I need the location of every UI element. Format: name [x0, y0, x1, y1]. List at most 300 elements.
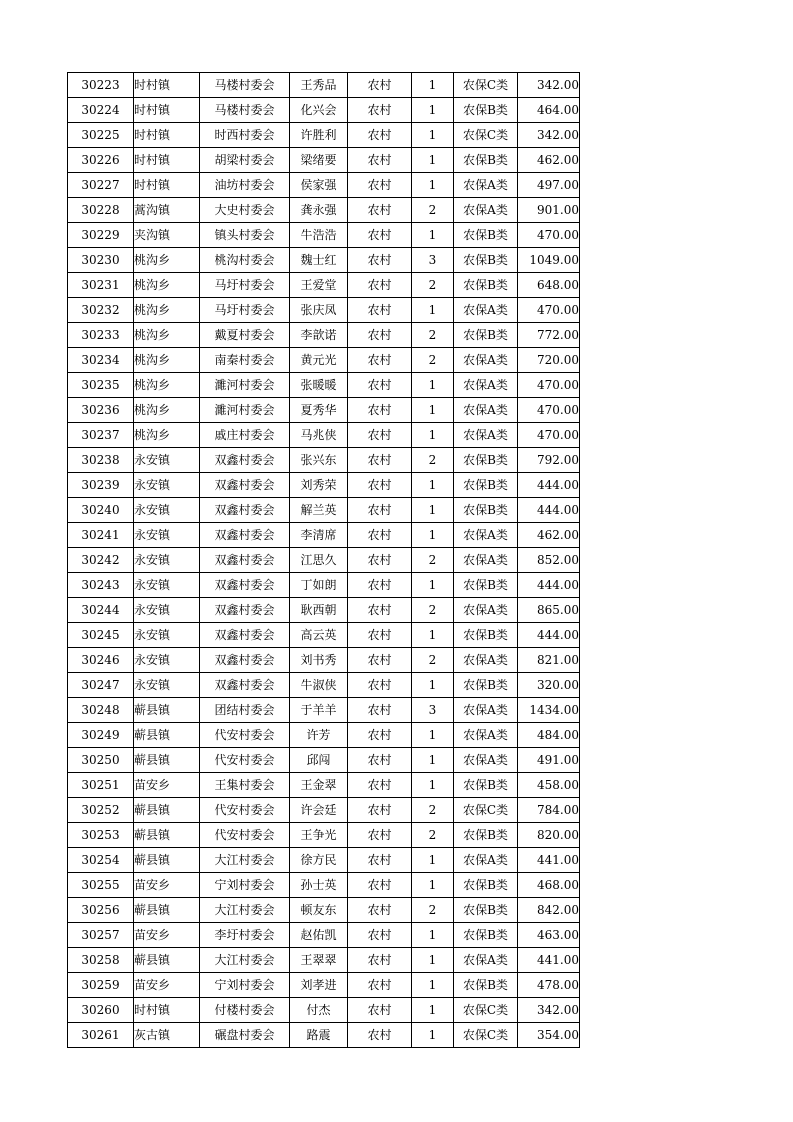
- person-name-cell: 张暖暖: [290, 373, 348, 398]
- village-committee-cell: 双鑫村委会: [200, 473, 290, 498]
- record-id-cell: 30235: [68, 373, 134, 398]
- table-row: [68, 573, 580, 598]
- township-cell: 蕲县镇: [134, 848, 200, 873]
- person-name-cell: 牛浩浩: [290, 223, 348, 248]
- area-type-cell: 农村: [348, 998, 412, 1023]
- township-cell: 时村镇: [134, 98, 200, 123]
- township-cell: 桃沟乡: [134, 398, 200, 423]
- person-name-cell: 王金翠: [290, 773, 348, 798]
- record-id-cell: 30231: [68, 273, 134, 298]
- insurance-category-cell: 农保C类: [454, 123, 518, 148]
- table-row: [68, 423, 580, 448]
- township-cell: 蕲县镇: [134, 898, 200, 923]
- amount-cell: 342.00: [518, 123, 580, 148]
- village-committee-cell: 双鑫村委会: [200, 573, 290, 598]
- table-row: [68, 148, 580, 173]
- area-type-cell: 农村: [348, 698, 412, 723]
- village-committee-cell: 油坊村委会: [200, 173, 290, 198]
- area-type-cell: 农村: [348, 673, 412, 698]
- insurance-category-cell: 农保A类: [454, 298, 518, 323]
- amount-cell: 784.00: [518, 798, 580, 823]
- area-type-cell: 农村: [348, 298, 412, 323]
- area-type-cell: 农村: [348, 323, 412, 348]
- area-type-cell: 农村: [348, 523, 412, 548]
- township-cell: 蕲县镇: [134, 823, 200, 848]
- household-count-cell: 1: [412, 773, 454, 798]
- household-count-cell: 1: [412, 498, 454, 523]
- township-cell: 时村镇: [134, 173, 200, 198]
- amount-cell: 852.00: [518, 548, 580, 573]
- table-row: [68, 98, 580, 123]
- household-count-cell: 2: [412, 823, 454, 848]
- person-name-cell: 赵佑凯: [290, 923, 348, 948]
- area-type-cell: 农村: [348, 398, 412, 423]
- table-row: [68, 498, 580, 523]
- record-id-cell: 30254: [68, 848, 134, 873]
- table-row: [68, 473, 580, 498]
- table-row: [68, 598, 580, 623]
- insurance-category-cell: 农保B类: [454, 498, 518, 523]
- record-id-cell: 30225: [68, 123, 134, 148]
- amount-cell: 1049.00: [518, 248, 580, 273]
- insurance-category-cell: 农保B类: [454, 873, 518, 898]
- table-row: [68, 398, 580, 423]
- table-row: [68, 123, 580, 148]
- person-name-cell: 梁绪要: [290, 148, 348, 173]
- village-committee-cell: 大江村委会: [200, 848, 290, 873]
- table-row: [68, 698, 580, 723]
- area-type-cell: 农村: [348, 198, 412, 223]
- person-name-cell: 王翠翠: [290, 948, 348, 973]
- person-name-cell: 张兴东: [290, 448, 348, 473]
- insurance-category-cell: 农保B类: [454, 148, 518, 173]
- table-row: [68, 448, 580, 473]
- insurance-category-cell: 农保C类: [454, 798, 518, 823]
- area-type-cell: 农村: [348, 173, 412, 198]
- insurance-category-cell: 农保B类: [454, 973, 518, 998]
- table-row: [68, 923, 580, 948]
- amount-cell: 441.00: [518, 948, 580, 973]
- record-id-cell: 30249: [68, 723, 134, 748]
- person-name-cell: 徐方民: [290, 848, 348, 873]
- record-id-cell: 30259: [68, 973, 134, 998]
- township-cell: 永安镇: [134, 648, 200, 673]
- table-row: [68, 898, 580, 923]
- village-committee-cell: 代安村委会: [200, 823, 290, 848]
- record-id-cell: 30230: [68, 248, 134, 273]
- village-committee-cell: 双鑫村委会: [200, 673, 290, 698]
- township-cell: 永安镇: [134, 598, 200, 623]
- amount-cell: 468.00: [518, 873, 580, 898]
- person-name-cell: 黄元光: [290, 348, 348, 373]
- record-id-cell: 30260: [68, 998, 134, 1023]
- record-id-cell: 30234: [68, 348, 134, 373]
- household-count-cell: 1: [412, 373, 454, 398]
- insurance-category-cell: 农保A类: [454, 348, 518, 373]
- records-table-body: [68, 73, 580, 1048]
- record-id-cell: 30227: [68, 173, 134, 198]
- record-id-cell: 30258: [68, 948, 134, 973]
- insurance-category-cell: 农保B类: [454, 273, 518, 298]
- records-table: [67, 72, 580, 1048]
- table-row: [68, 623, 580, 648]
- village-committee-cell: 双鑫村委会: [200, 523, 290, 548]
- area-type-cell: 农村: [348, 1023, 412, 1048]
- village-committee-cell: 双鑫村委会: [200, 648, 290, 673]
- household-count-cell: 1: [412, 123, 454, 148]
- record-id-cell: 30238: [68, 448, 134, 473]
- record-id-cell: 30240: [68, 498, 134, 523]
- amount-cell: 772.00: [518, 323, 580, 348]
- insurance-category-cell: 农保A类: [454, 848, 518, 873]
- village-committee-cell: 双鑫村委会: [200, 448, 290, 473]
- township-cell: 永安镇: [134, 448, 200, 473]
- village-committee-cell: 戚庄村委会: [200, 423, 290, 448]
- person-name-cell: 李清席: [290, 523, 348, 548]
- household-count-cell: 1: [412, 948, 454, 973]
- household-count-cell: 1: [412, 173, 454, 198]
- household-count-cell: 1: [412, 298, 454, 323]
- household-count-cell: 1: [412, 523, 454, 548]
- area-type-cell: 农村: [348, 923, 412, 948]
- table-row: [68, 823, 580, 848]
- village-committee-cell: 马楼村委会: [200, 98, 290, 123]
- area-type-cell: 农村: [348, 473, 412, 498]
- person-name-cell: 解兰英: [290, 498, 348, 523]
- area-type-cell: 农村: [348, 723, 412, 748]
- village-committee-cell: 镇头村委会: [200, 223, 290, 248]
- area-type-cell: 农村: [348, 348, 412, 373]
- amount-cell: 458.00: [518, 773, 580, 798]
- amount-cell: 1434.00: [518, 698, 580, 723]
- area-type-cell: 农村: [348, 498, 412, 523]
- insurance-category-cell: 农保B类: [454, 623, 518, 648]
- household-count-cell: 1: [412, 423, 454, 448]
- township-cell: 桃沟乡: [134, 273, 200, 298]
- person-name-cell: 王秀品: [290, 73, 348, 98]
- table-row: [68, 998, 580, 1023]
- household-count-cell: 2: [412, 448, 454, 473]
- table-row: [68, 73, 580, 98]
- table-row: [68, 248, 580, 273]
- insurance-category-cell: 农保C类: [454, 1023, 518, 1048]
- table-row: [68, 298, 580, 323]
- area-type-cell: 农村: [348, 273, 412, 298]
- village-committee-cell: 戴夏村委会: [200, 323, 290, 348]
- household-count-cell: 1: [412, 573, 454, 598]
- village-committee-cell: 南秦村委会: [200, 348, 290, 373]
- amount-cell: 865.00: [518, 598, 580, 623]
- village-committee-cell: 代安村委会: [200, 798, 290, 823]
- person-name-cell: 侯家强: [290, 173, 348, 198]
- person-name-cell: 邱闯: [290, 748, 348, 773]
- record-id-cell: 30251: [68, 773, 134, 798]
- table-row: [68, 673, 580, 698]
- township-cell: 蕲县镇: [134, 723, 200, 748]
- township-cell: 时村镇: [134, 123, 200, 148]
- amount-cell: 464.00: [518, 98, 580, 123]
- area-type-cell: 农村: [348, 873, 412, 898]
- insurance-category-cell: 农保B类: [454, 823, 518, 848]
- village-committee-cell: 大江村委会: [200, 948, 290, 973]
- person-name-cell: 丁如朗: [290, 573, 348, 598]
- township-cell: 蕲县镇: [134, 948, 200, 973]
- person-name-cell: 牛淑侠: [290, 673, 348, 698]
- area-type-cell: 农村: [348, 123, 412, 148]
- area-type-cell: 农村: [348, 248, 412, 273]
- amount-cell: 491.00: [518, 748, 580, 773]
- person-name-cell: 李歆诺: [290, 323, 348, 348]
- township-cell: 永安镇: [134, 673, 200, 698]
- household-count-cell: 2: [412, 898, 454, 923]
- person-name-cell: 马兆侠: [290, 423, 348, 448]
- amount-cell: 462.00: [518, 523, 580, 548]
- village-committee-cell: 马圩村委会: [200, 273, 290, 298]
- amount-cell: 462.00: [518, 148, 580, 173]
- record-id-cell: 30246: [68, 648, 134, 673]
- household-count-cell: 1: [412, 623, 454, 648]
- amount-cell: 463.00: [518, 923, 580, 948]
- village-committee-cell: 濉河村委会: [200, 373, 290, 398]
- household-count-cell: 1: [412, 998, 454, 1023]
- record-id-cell: 30257: [68, 923, 134, 948]
- table-row: [68, 273, 580, 298]
- household-count-cell: 2: [412, 648, 454, 673]
- record-id-cell: 30241: [68, 523, 134, 548]
- village-committee-cell: 碾盘村委会: [200, 1023, 290, 1048]
- township-cell: 永安镇: [134, 548, 200, 573]
- household-count-cell: 1: [412, 223, 454, 248]
- amount-cell: 821.00: [518, 648, 580, 673]
- record-id-cell: 30223: [68, 73, 134, 98]
- village-committee-cell: 双鑫村委会: [200, 598, 290, 623]
- household-count-cell: 1: [412, 848, 454, 873]
- household-count-cell: 2: [412, 198, 454, 223]
- amount-cell: 320.00: [518, 673, 580, 698]
- village-committee-cell: 王集村委会: [200, 773, 290, 798]
- record-id-cell: 30250: [68, 748, 134, 773]
- record-id-cell: 30242: [68, 548, 134, 573]
- record-id-cell: 30244: [68, 598, 134, 623]
- record-id-cell: 30233: [68, 323, 134, 348]
- person-name-cell: 路震: [290, 1023, 348, 1048]
- village-committee-cell: 团结村委会: [200, 698, 290, 723]
- record-id-cell: 30253: [68, 823, 134, 848]
- household-count-cell: 1: [412, 923, 454, 948]
- insurance-category-cell: 农保A类: [454, 548, 518, 573]
- township-cell: 夹沟镇: [134, 223, 200, 248]
- household-count-cell: 2: [412, 273, 454, 298]
- area-type-cell: 农村: [348, 373, 412, 398]
- insurance-category-cell: 农保B类: [454, 448, 518, 473]
- amount-cell: 470.00: [518, 373, 580, 398]
- household-count-cell: 1: [412, 73, 454, 98]
- township-cell: 桃沟乡: [134, 298, 200, 323]
- record-id-cell: 30232: [68, 298, 134, 323]
- household-count-cell: 1: [412, 748, 454, 773]
- insurance-category-cell: 农保A类: [454, 748, 518, 773]
- household-count-cell: 1: [412, 973, 454, 998]
- record-id-cell: 30228: [68, 198, 134, 223]
- amount-cell: 792.00: [518, 448, 580, 473]
- insurance-category-cell: 农保A类: [454, 523, 518, 548]
- household-count-cell: 1: [412, 673, 454, 698]
- person-name-cell: 王爱堂: [290, 273, 348, 298]
- insurance-category-cell: 农保B类: [454, 223, 518, 248]
- person-name-cell: 付杰: [290, 998, 348, 1023]
- insurance-category-cell: 农保B类: [454, 323, 518, 348]
- area-type-cell: 农村: [348, 98, 412, 123]
- insurance-category-cell: 农保B类: [454, 923, 518, 948]
- village-committee-cell: 大江村委会: [200, 898, 290, 923]
- village-committee-cell: 代安村委会: [200, 723, 290, 748]
- area-type-cell: 农村: [348, 223, 412, 248]
- household-count-cell: 3: [412, 248, 454, 273]
- insurance-category-cell: 农保B类: [454, 248, 518, 273]
- township-cell: 蕲县镇: [134, 798, 200, 823]
- table-row: [68, 1023, 580, 1048]
- table-row: [68, 348, 580, 373]
- township-cell: 永安镇: [134, 498, 200, 523]
- amount-cell: 720.00: [518, 348, 580, 373]
- insurance-category-cell: 农保A类: [454, 598, 518, 623]
- table-row: [68, 873, 580, 898]
- township-cell: 永安镇: [134, 623, 200, 648]
- area-type-cell: 农村: [348, 598, 412, 623]
- township-cell: 苗安乡: [134, 873, 200, 898]
- amount-cell: 444.00: [518, 623, 580, 648]
- area-type-cell: 农村: [348, 948, 412, 973]
- table-row: [68, 773, 580, 798]
- amount-cell: 354.00: [518, 1023, 580, 1048]
- amount-cell: 342.00: [518, 73, 580, 98]
- insurance-category-cell: 农保A类: [454, 423, 518, 448]
- amount-cell: 470.00: [518, 298, 580, 323]
- table-row: [68, 323, 580, 348]
- table-row: [68, 173, 580, 198]
- person-name-cell: 孙士英: [290, 873, 348, 898]
- person-name-cell: 许芳: [290, 723, 348, 748]
- village-committee-cell: 宁刘村委会: [200, 973, 290, 998]
- person-name-cell: 魏士红: [290, 248, 348, 273]
- area-type-cell: 农村: [348, 423, 412, 448]
- record-id-cell: 30255: [68, 873, 134, 898]
- insurance-category-cell: 农保A类: [454, 698, 518, 723]
- amount-cell: 342.00: [518, 998, 580, 1023]
- insurance-category-cell: 农保B类: [454, 673, 518, 698]
- record-id-cell: 30226: [68, 148, 134, 173]
- area-type-cell: 农村: [348, 548, 412, 573]
- village-committee-cell: 双鑫村委会: [200, 623, 290, 648]
- record-id-cell: 30256: [68, 898, 134, 923]
- person-name-cell: 顿友东: [290, 898, 348, 923]
- village-committee-cell: 代安村委会: [200, 748, 290, 773]
- amount-cell: 820.00: [518, 823, 580, 848]
- village-committee-cell: 宁刘村委会: [200, 873, 290, 898]
- person-name-cell: 耿西朝: [290, 598, 348, 623]
- township-cell: 桃沟乡: [134, 248, 200, 273]
- record-id-cell: 30239: [68, 473, 134, 498]
- insurance-category-cell: 农保C类: [454, 73, 518, 98]
- record-id-cell: 30229: [68, 223, 134, 248]
- table-row: [68, 798, 580, 823]
- amount-cell: 470.00: [518, 398, 580, 423]
- village-committee-cell: 双鑫村委会: [200, 548, 290, 573]
- insurance-category-cell: 农保B类: [454, 473, 518, 498]
- insurance-category-cell: 农保A类: [454, 723, 518, 748]
- area-type-cell: 农村: [348, 773, 412, 798]
- household-count-cell: 2: [412, 598, 454, 623]
- amount-cell: 444.00: [518, 498, 580, 523]
- record-id-cell: 30243: [68, 573, 134, 598]
- table-row: [68, 723, 580, 748]
- area-type-cell: 农村: [348, 848, 412, 873]
- record-id-cell: 30252: [68, 798, 134, 823]
- amount-cell: 470.00: [518, 423, 580, 448]
- insurance-category-cell: 农保C类: [454, 998, 518, 1023]
- record-id-cell: 30245: [68, 623, 134, 648]
- person-name-cell: 刘书秀: [290, 648, 348, 673]
- insurance-category-cell: 农保A类: [454, 373, 518, 398]
- amount-cell: 470.00: [518, 223, 580, 248]
- township-cell: 永安镇: [134, 573, 200, 598]
- village-committee-cell: 时西村委会: [200, 123, 290, 148]
- household-count-cell: 1: [412, 398, 454, 423]
- table-row: [68, 848, 580, 873]
- village-committee-cell: 胡梁村委会: [200, 148, 290, 173]
- township-cell: 永安镇: [134, 523, 200, 548]
- village-committee-cell: 大史村委会: [200, 198, 290, 223]
- area-type-cell: 农村: [348, 898, 412, 923]
- insurance-category-cell: 农保B类: [454, 573, 518, 598]
- amount-cell: 444.00: [518, 573, 580, 598]
- table-row: [68, 523, 580, 548]
- household-count-cell: 1: [412, 98, 454, 123]
- township-cell: 蒿沟镇: [134, 198, 200, 223]
- amount-cell: 497.00: [518, 173, 580, 198]
- township-cell: 桃沟乡: [134, 348, 200, 373]
- household-count-cell: 2: [412, 548, 454, 573]
- township-cell: 苗安乡: [134, 923, 200, 948]
- insurance-category-cell: 农保A类: [454, 648, 518, 673]
- person-name-cell: 高云英: [290, 623, 348, 648]
- township-cell: 蕲县镇: [134, 698, 200, 723]
- person-name-cell: 许会廷: [290, 798, 348, 823]
- amount-cell: 901.00: [518, 198, 580, 223]
- area-type-cell: 农村: [348, 448, 412, 473]
- village-committee-cell: 双鑫村委会: [200, 498, 290, 523]
- area-type-cell: 农村: [348, 73, 412, 98]
- area-type-cell: 农村: [348, 973, 412, 998]
- table-row: [68, 648, 580, 673]
- amount-cell: 648.00: [518, 273, 580, 298]
- amount-cell: 842.00: [518, 898, 580, 923]
- insurance-category-cell: 农保A类: [454, 173, 518, 198]
- township-cell: 时村镇: [134, 73, 200, 98]
- village-committee-cell: 桃沟村委会: [200, 248, 290, 273]
- amount-cell: 484.00: [518, 723, 580, 748]
- record-id-cell: 30236: [68, 398, 134, 423]
- village-committee-cell: 马圩村委会: [200, 298, 290, 323]
- person-name-cell: 化兴会: [290, 98, 348, 123]
- area-type-cell: 农村: [348, 798, 412, 823]
- amount-cell: 478.00: [518, 973, 580, 998]
- household-count-cell: 2: [412, 798, 454, 823]
- person-name-cell: 刘秀荣: [290, 473, 348, 498]
- insurance-category-cell: 农保A类: [454, 198, 518, 223]
- area-type-cell: 农村: [348, 148, 412, 173]
- person-name-cell: 刘孝进: [290, 973, 348, 998]
